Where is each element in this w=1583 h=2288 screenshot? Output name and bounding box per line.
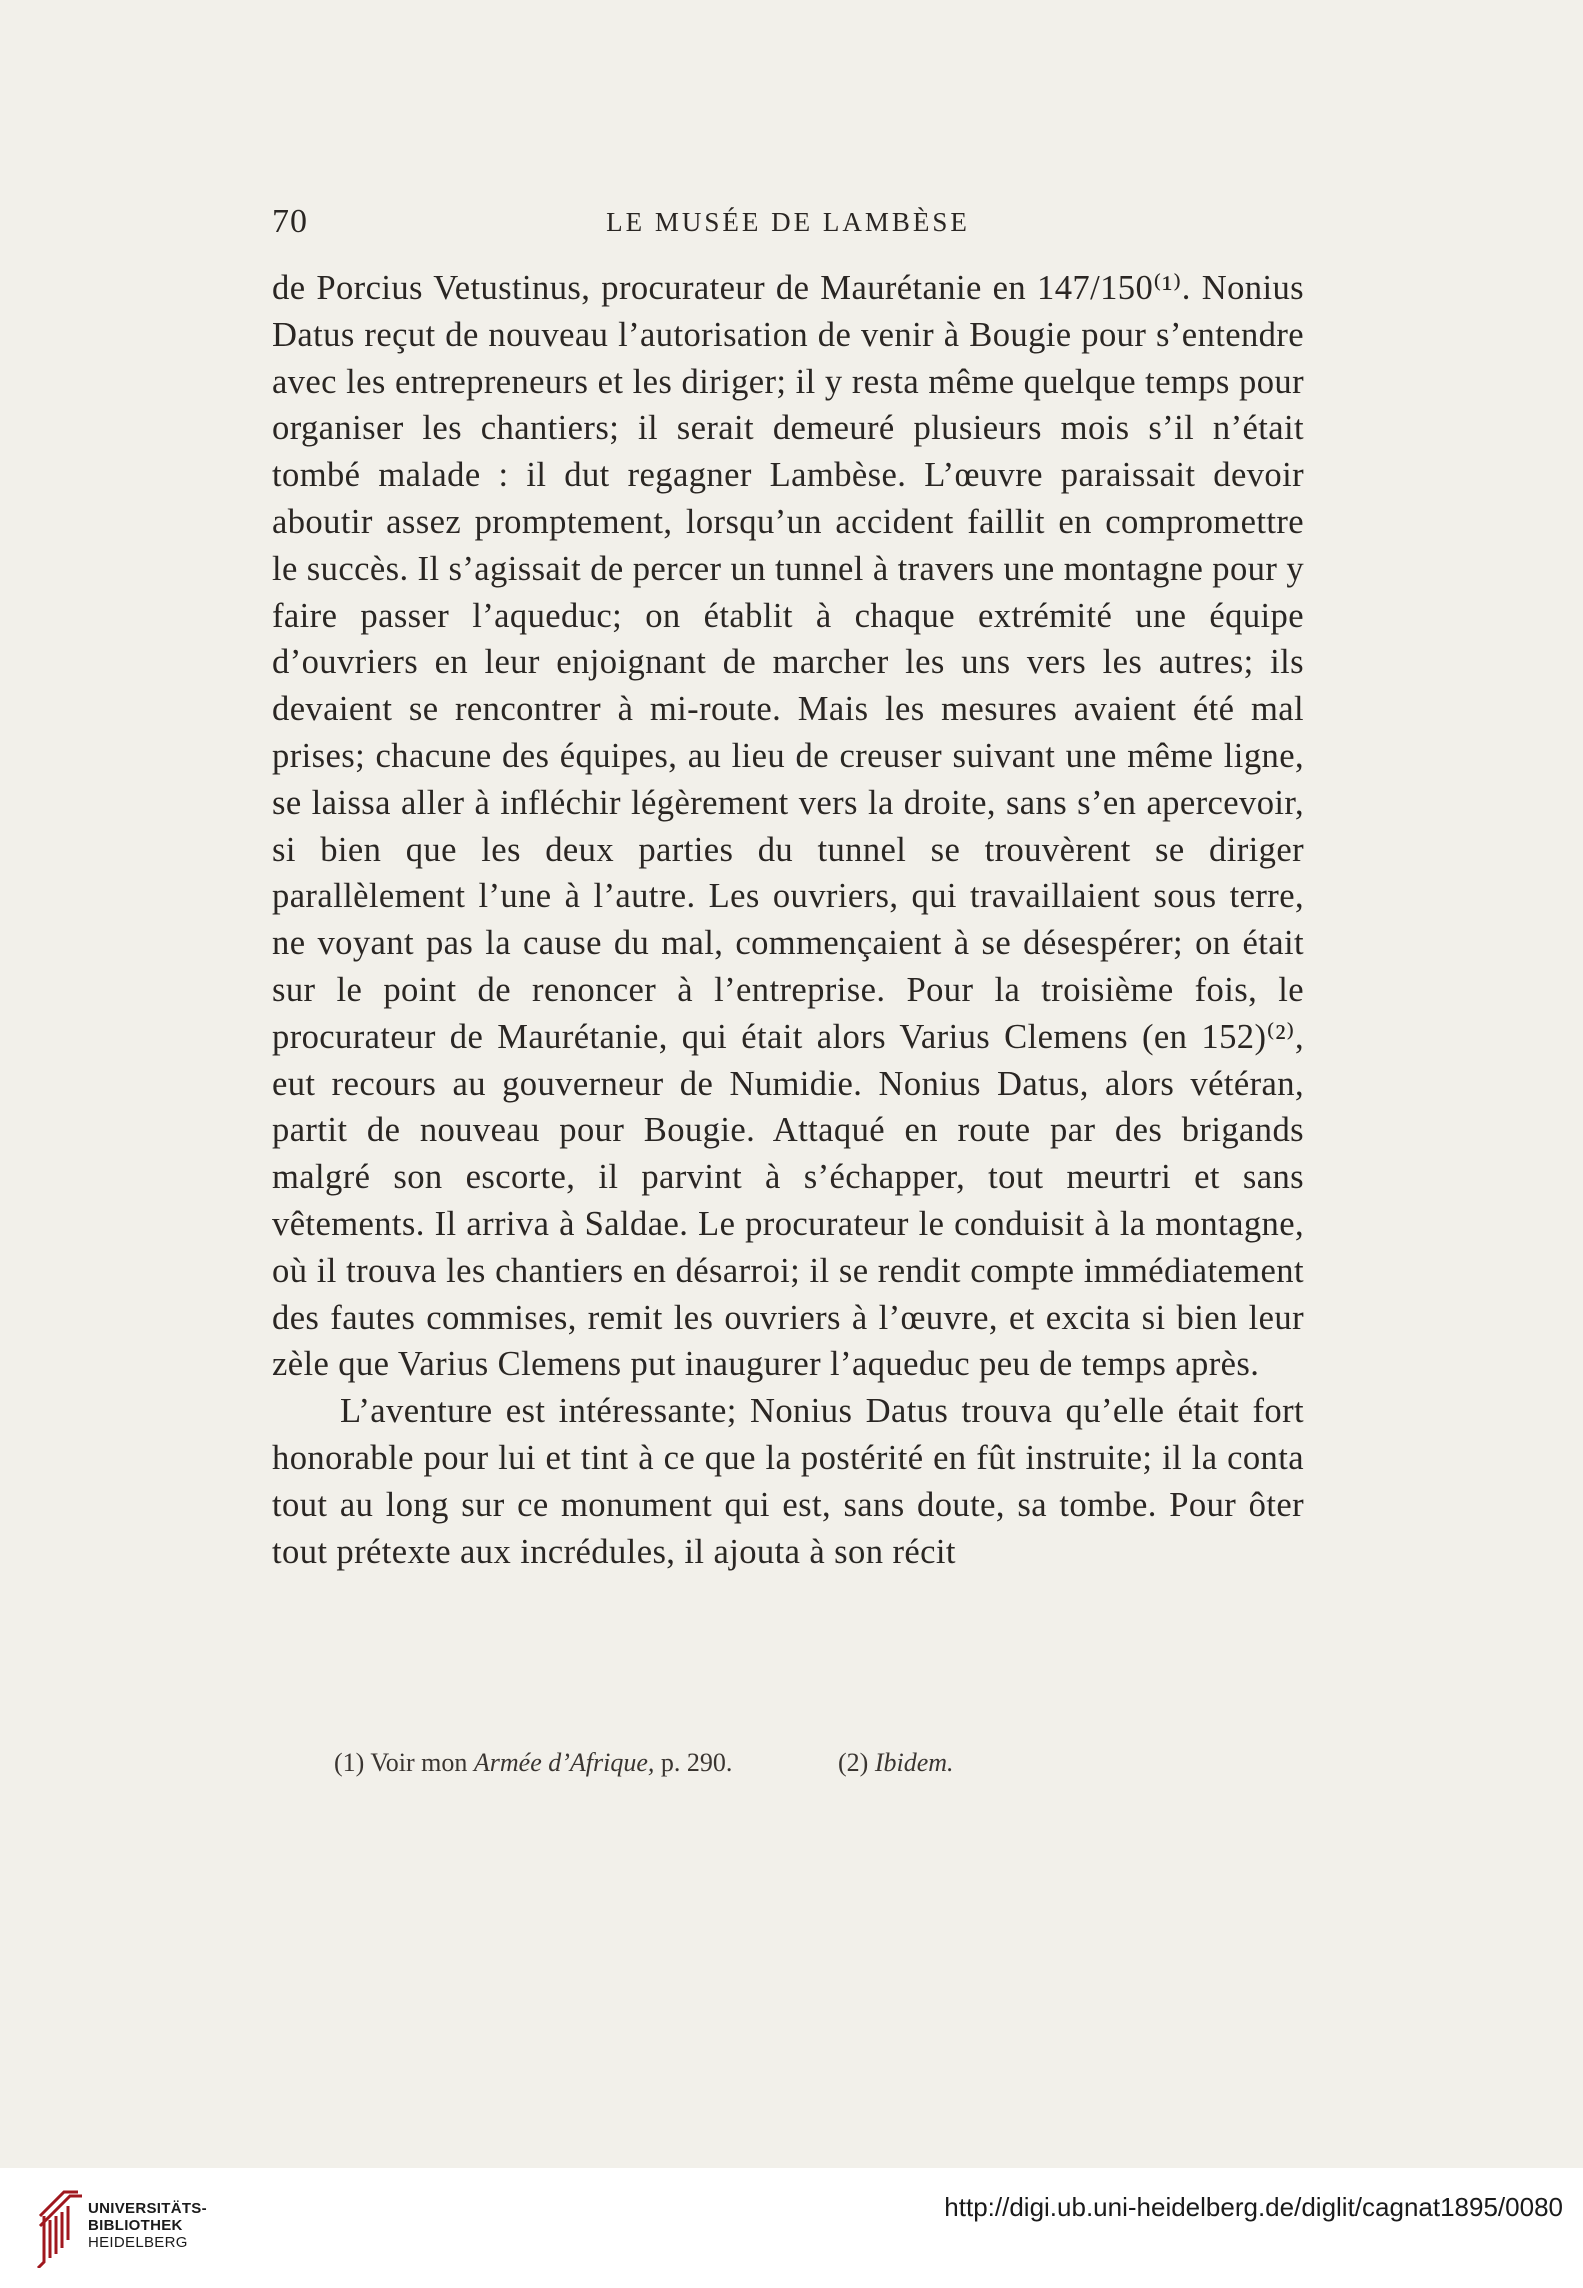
logo-line-2: BIBLIOTHEK	[88, 2217, 183, 2234]
permalink-url[interactable]: http://digi.ub.uni-heidelberg.de/diglit/cagnat1895/0080	[944, 2192, 1563, 2222]
library-logo-text	[88, 2200, 207, 2251]
footnote-1-pre: Voir mon	[370, 1748, 468, 1777]
paragraph-2: L’aventure est intéressante; Nonius Datus trouva qu’elle était fort honorable pour lui et tint à ce que la postérité en fût instruite; il la conta tout au long sur ce monument qui est, sans doute, sa tombe. Pour ôter tout prétexte aux incrédules, il ajouta à son récit	[272, 1392, 1304, 1571]
page-number: 70	[272, 203, 308, 240]
library-logo[interactable]	[34, 2188, 234, 2268]
footnote-2-title: Ibidem.	[874, 1748, 954, 1777]
footnote-1-title: Armée d’Afrique,	[473, 1748, 655, 1777]
footnote-2	[838, 1748, 954, 1778]
footnote-2-marker: (2)	[838, 1748, 869, 1777]
paragraph-1: de Porcius Vetustinus, procurateur de Maurétanie en 147/150⁽¹⁾. Nonius Datus reçut de nouveau l’autorisation de venir à Bougie pour s’entendre avec les entrepreneurs et les diriger; il y resta même quelque temps pour organiser les chantiers; il serait demeuré plusieurs mois s’il n’était tombé malade : il dut regagner Lambèse. L’œuvre paraissait devoir aboutir assez promptement, lorsqu’un accident faillit en compromettre le succès. Il s’agissait de percer un tunnel à travers une montagne pour y faire passer l’aqueduc; on établit à chaque extrémité une équipe d’ouvriers en leur enjoignant de marcher les uns vers les autres; ils devaient se rencontrer à mi-route. Mais les mesures avaient été mal prises; chacune des équipes, au lieu de creuser suivant une même ligne, se laissa aller à infléchir légèrement vers la droite, sans s’en apercevoir, si bien que les deux parties du tunnel se trouvèrent se diriger parallèlement l’une à l’autre. Les ouvriers, qui travaillaient sous terre, ne voyant pas la cause du mal, commençaient à se désespérer; on était sur le point de renoncer à l’entreprise. Pour la troisième fois, le procurateur de Maurétanie, qui était alors Varius Clemens (en 152)⁽²⁾, eut recours au gouverneur de Numidie. Nonius Datus, alors vétéran, partit de nouveau pour Bougie. Attaqué en route par des brigands malgré son escorte, il parvint à s’échapper, tout meurtri et sans vêtements. Il arriva à Saldae. Le procurateur le conduisit à la montagne, où il trouva les chantiers en désarroi; il se rendit compte immédiatement des fautes commises, remit les ouvriers à l’œuvre, et excita si bien leur zèle que Varius Clemens put inaugurer l’aqueduc peu de temps après.	[272, 269, 1305, 1384]
footnote-1-post: p. 290.	[660, 1748, 733, 1777]
footnote-1-marker: (1)	[334, 1748, 365, 1777]
logo-line-3: HEIDELBERG	[88, 2234, 188, 2251]
running-title: LE MUSÉE DE LAMBÈSE	[606, 207, 970, 237]
footnote-1	[334, 1748, 732, 1778]
body-text	[272, 265, 1304, 1575]
footer-bar	[0, 2168, 1583, 2288]
logo-line-1: UNIVERSITÄTS-	[88, 2200, 207, 2217]
page-header	[272, 203, 1304, 243]
